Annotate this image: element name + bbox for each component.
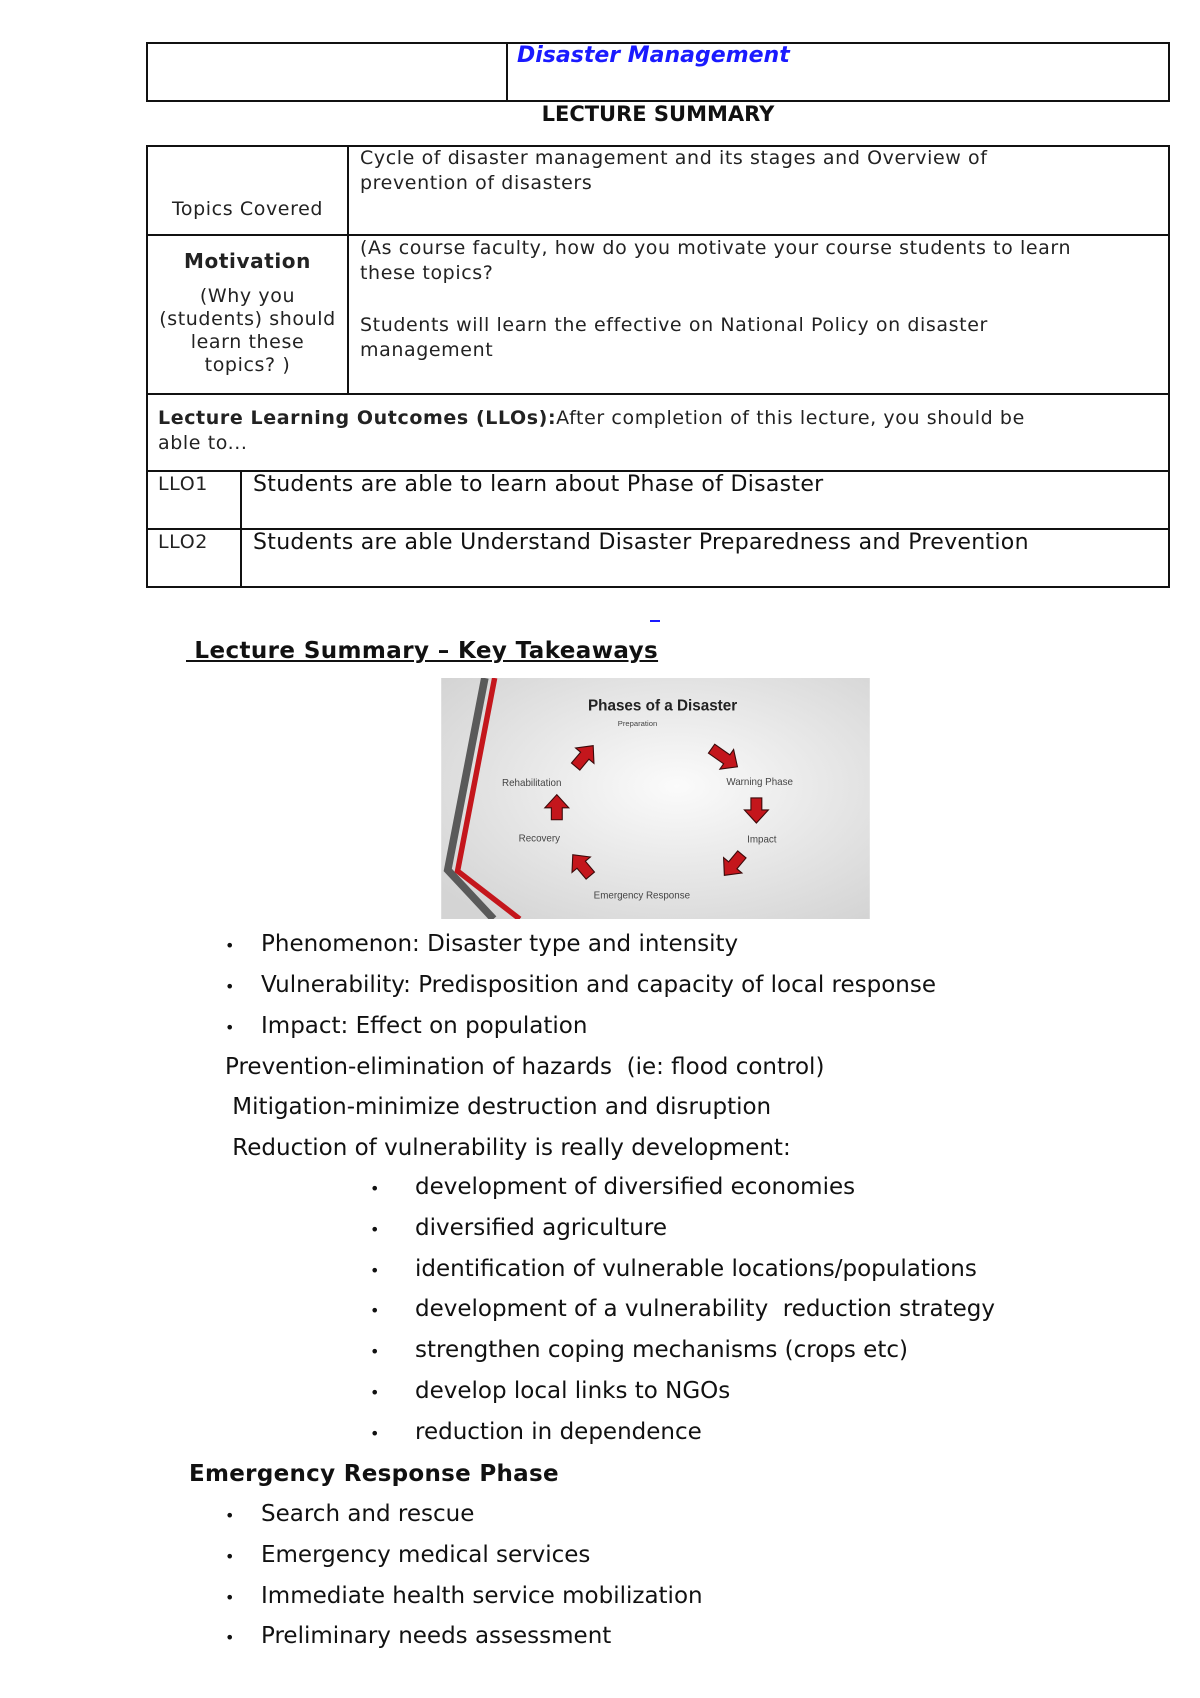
diagram-title: Phases of a Disaster bbox=[587, 697, 738, 715]
bullet-icon: • bbox=[225, 1018, 235, 1037]
cursor-mark bbox=[650, 620, 660, 622]
phases-of-disaster-diagram bbox=[441, 678, 870, 919]
label-recovery: Recovery bbox=[518, 833, 561, 845]
text-line: (Why you bbox=[199, 285, 296, 307]
row-divider bbox=[146, 393, 1170, 395]
text-line: Mitigation-minimize destruction and disruption bbox=[225, 1094, 772, 1120]
sub-bullet-item: development of diversified economies bbox=[415, 1174, 856, 1200]
bullet-icon: • bbox=[225, 977, 235, 996]
llo-text: Students are able to learn about Phase of Disaster bbox=[253, 472, 824, 497]
bullet-item: Emergency medical services bbox=[261, 1541, 591, 1568]
bullet-item: Search and rescue bbox=[261, 1501, 475, 1527]
bullet-icon: • bbox=[370, 1260, 380, 1280]
label-warning: Warning Phase bbox=[726, 776, 793, 788]
bullet-icon: • bbox=[370, 1423, 380, 1443]
text-line: (As course faculty, how do you motivate your course students to learn bbox=[360, 237, 1072, 259]
text-line: prevention of disasters bbox=[360, 172, 593, 194]
text-line: Prevention-elimination of hazards (ie: flood control) bbox=[225, 1054, 825, 1080]
bullet-item: Vulnerability: Predisposition and capacity of local response bbox=[261, 972, 936, 998]
text-line: Reduction of vulnerability is really development: bbox=[225, 1135, 791, 1161]
label-rehabilitation: Rehabilitation bbox=[502, 777, 562, 789]
sub-bullet-item: strengthen coping mechanisms (crops etc) bbox=[415, 1337, 908, 1364]
text-line: these topics? bbox=[360, 262, 494, 284]
llo-col-divider bbox=[240, 470, 242, 588]
bullet-icon: • bbox=[225, 1628, 235, 1648]
text-line: learn these bbox=[190, 331, 305, 353]
text-line: management bbox=[360, 339, 494, 361]
bullet-item: Impact: Effect on population bbox=[261, 1013, 588, 1039]
emergency-heading: Emergency Response Phase bbox=[189, 1461, 559, 1487]
sub-bullet-item: reduction in dependence bbox=[415, 1418, 702, 1445]
bullet-icon: • bbox=[225, 1546, 235, 1566]
topics-text bbox=[360, 146, 988, 196]
bullet-icon: • bbox=[370, 1301, 380, 1321]
llo-text: Students are able Understand Disaster Preparedness and Prevention bbox=[253, 530, 1029, 555]
sub-bullet-item: diversified agriculture bbox=[415, 1214, 667, 1241]
sub-bullet-list bbox=[370, 1173, 995, 1459]
bullet-icon: • bbox=[370, 1219, 380, 1239]
text-line: After completion of this lecture, you should be bbox=[556, 407, 1025, 429]
llo-id: LLO1 bbox=[158, 473, 208, 495]
bullet-item: Preliminary needs assessment bbox=[261, 1623, 612, 1650]
bullet-icon: • bbox=[370, 1342, 380, 1362]
text-line: able to... bbox=[158, 432, 248, 454]
bullet-icon: • bbox=[370, 1179, 380, 1198]
emergency-list bbox=[225, 1500, 703, 1663]
label-preparation: Preparation bbox=[617, 718, 658, 728]
text-line: (students) should bbox=[159, 308, 336, 330]
topics-label: Topics Covered bbox=[171, 198, 324, 220]
llo-heading: Lecture Learning Outcomes (LLOs): bbox=[158, 407, 557, 429]
llo-intro bbox=[158, 406, 1158, 456]
takeaways-heading: Lecture Summary – Key Takeaways bbox=[186, 638, 659, 664]
motivation-label: Motivation bbox=[184, 249, 311, 273]
header-divider bbox=[506, 42, 508, 102]
motivation-text bbox=[360, 236, 1071, 363]
text-line: Students will learn the effective on National Policy on disaster bbox=[360, 314, 988, 336]
section-title: LECTURE SUMMARY bbox=[541, 102, 775, 126]
bullet-item: Phenomenon: Disaster type and intensity bbox=[261, 931, 739, 957]
bullet-icon: • bbox=[225, 1587, 235, 1607]
col-divider bbox=[347, 145, 349, 395]
bullet-icon: • bbox=[225, 936, 235, 955]
sub-bullet-item: identification of vulnerable locations/populations bbox=[415, 1255, 977, 1282]
sub-bullet-item: develop local links to NGOs bbox=[415, 1377, 731, 1404]
bullet-icon: • bbox=[225, 1506, 235, 1525]
motivation-cell bbox=[148, 237, 347, 377]
text-line: Cycle of disaster management and its stages and Overview of bbox=[360, 147, 988, 169]
course-title: Disaster Management bbox=[517, 43, 790, 68]
bullet-icon: • bbox=[370, 1382, 380, 1402]
llo-id: LLO2 bbox=[158, 531, 208, 553]
label-emergency: Emergency Response bbox=[593, 890, 691, 902]
text-line: topics? ) bbox=[204, 354, 291, 376]
label-impact: Impact bbox=[747, 834, 777, 846]
bullet-item: Immediate health service mobilization bbox=[261, 1582, 703, 1609]
sub-bullet-item: development of a vulnerability reduction strategy bbox=[415, 1296, 996, 1323]
